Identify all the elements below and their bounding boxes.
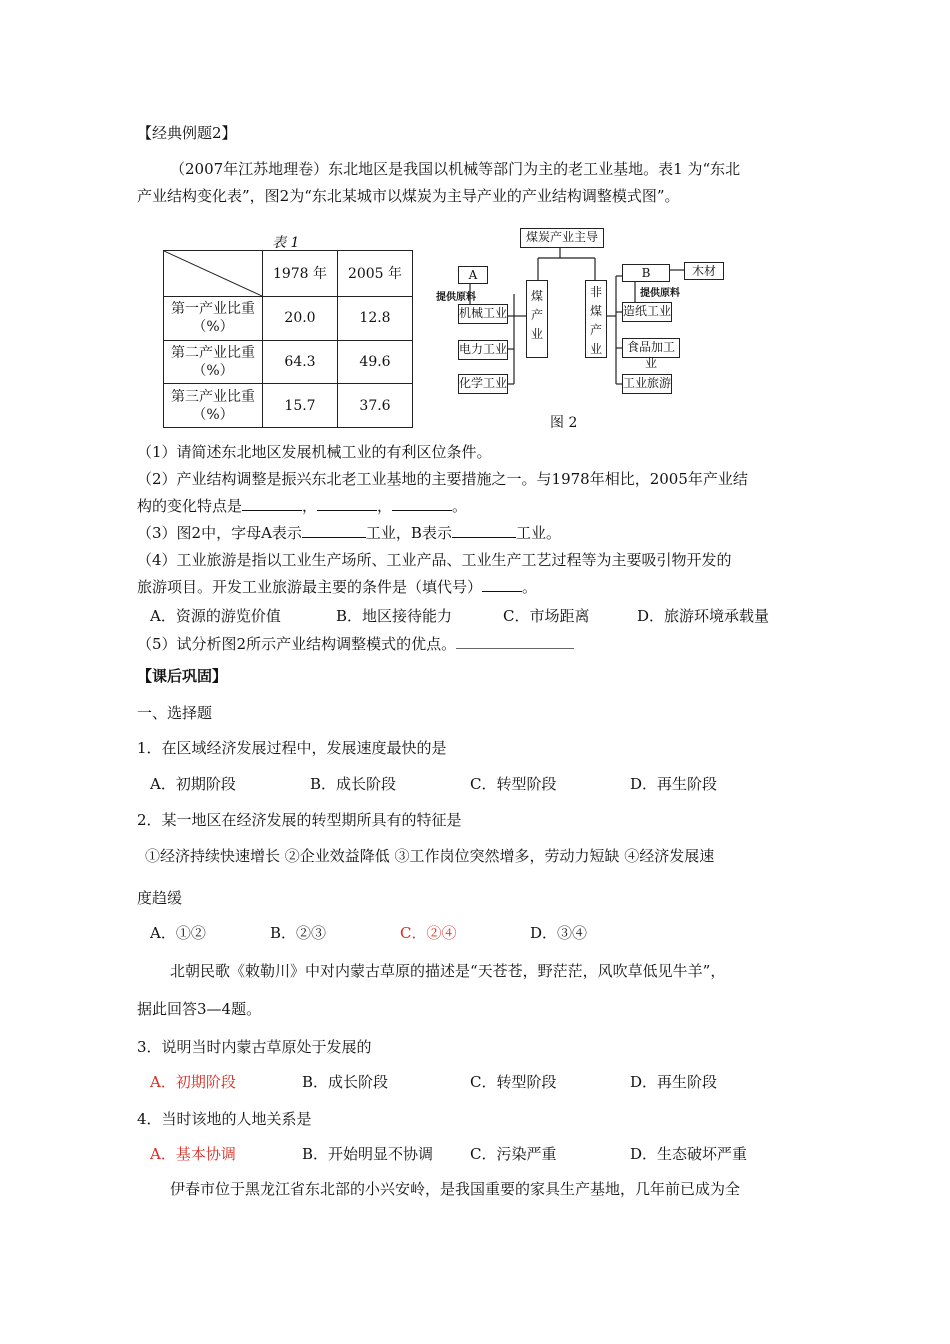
- p3-option-d: D．再生阶段: [630, 1073, 718, 1091]
- table-row: [164, 384, 413, 428]
- diagram-caption: 图 2: [550, 415, 578, 431]
- diagram-connectors: [430, 224, 730, 434]
- answer-blank[interactable]: [456, 634, 574, 649]
- row-unit: （%）: [192, 362, 234, 379]
- question-1: （1）请简述东北地区发展机械工业的有利区位条件。: [137, 443, 492, 461]
- box-mechanical: 机械工业: [458, 304, 508, 324]
- p3-option-a-answer: A．初期阶段: [150, 1073, 236, 1091]
- answer-blank-a[interactable]: [302, 523, 366, 538]
- passage-line1: 北朝民歌《敕勒川》中对内蒙古草原的描述是“天苍苍，野茫茫，风吹草低见牛羊”，: [170, 962, 726, 980]
- question-2-line2: 构的变化特点是 ， ， 。: [137, 497, 468, 515]
- supply-label-right: 提供原料: [640, 288, 680, 299]
- p2-option-b: B．②③: [270, 924, 327, 942]
- p1-option-d: D．再生阶段: [630, 775, 718, 793]
- practice-q3: 3．说明当时内蒙古草原处于发展的: [137, 1038, 372, 1056]
- practice-q2-items-cont: 度趋缓: [137, 889, 183, 907]
- practice-q4: 4．当时该地的人地关系是: [137, 1110, 312, 1128]
- p2-option-a: A．①②: [150, 924, 206, 942]
- question-2-line1: （2）产业结构调整是振兴东北老工业基地的主要措施之一。与1978年相比，2005年产业结: [137, 470, 748, 488]
- p4-option-d: D．生态破坏严重: [630, 1145, 748, 1163]
- question-4-line2: 旅游项目。开发工业旅游最主要的条件是（填代号） 。: [137, 578, 538, 596]
- practice-q2: 2．某一地区在经济发展的转型期所具有的特征是: [137, 811, 462, 829]
- p1-option-c: C．转型阶段: [470, 775, 557, 793]
- p4-option-a-answer: A．基本协调: [150, 1145, 236, 1163]
- box-tourism: 工业旅游: [622, 374, 672, 394]
- cell-value: 12.8: [338, 297, 413, 341]
- row-unit: （%）: [192, 319, 234, 336]
- box-wood: 木材: [684, 262, 724, 280]
- table-header-2005: 2005 年: [338, 251, 413, 297]
- industry-adjustment-diagram: [430, 224, 730, 434]
- section-title: 一、选择题: [137, 704, 213, 722]
- p1-option-b: B．成长阶段: [310, 775, 397, 793]
- q4-option-a: A．资源的游览价值: [150, 607, 281, 625]
- box-power: 电力工业: [458, 340, 508, 360]
- box-a: A: [458, 266, 488, 284]
- q4-option-d: D．旅游环境承载量: [637, 607, 770, 625]
- question-5: （5）试分析图2所示产业结构调整模式的优点。: [137, 634, 574, 654]
- answer-blank[interactable]: [317, 496, 377, 511]
- p4-option-b: B．开始明显不协调: [302, 1145, 434, 1163]
- q4-option-b: B．地区接待能力: [336, 607, 453, 625]
- p2-option-d: D．③④: [530, 924, 588, 942]
- table-header-1978: 1978 年: [263, 251, 338, 297]
- table-caption: 表 1: [272, 235, 300, 251]
- row-label: 第三产业比重: [171, 388, 255, 405]
- p3-option-b: B．成长阶段: [302, 1073, 389, 1091]
- box-b: B: [622, 264, 670, 282]
- practice-heading: 【课后巩固】: [137, 667, 228, 685]
- cell-value: 20.0: [263, 297, 338, 341]
- row-label: 第二产业比重: [171, 344, 255, 361]
- p2-option-c-answer: C．②④: [400, 924, 457, 942]
- table-row: [164, 340, 413, 384]
- row-unit: （%）: [192, 406, 234, 423]
- table-row: [164, 297, 413, 341]
- question-3: （3）图2中，字母A表示 工业，B表示 工业。: [137, 524, 561, 542]
- box-chemical: 化学工业: [458, 374, 508, 394]
- cell-value: 15.7: [263, 384, 338, 428]
- example-intro-line2: 产业结构变化表”，图2为“东北某城市以煤炭为主导产业的产业结构调整模式图”。: [137, 187, 680, 205]
- answer-blank-b[interactable]: [452, 523, 516, 538]
- industry-structure-table: [163, 250, 413, 428]
- box-food: 食品加工业: [622, 338, 680, 358]
- cell-value: 37.6: [338, 384, 413, 428]
- p4-option-c: C．污染严重: [470, 1145, 557, 1163]
- box-coal-industry: 煤产业: [526, 280, 548, 358]
- example-heading: 【经典例题2】: [137, 124, 237, 142]
- p1-option-a: A．初期阶段: [150, 775, 236, 793]
- q4-option-c: C．市场距离: [503, 607, 590, 625]
- supply-label-left: 提供原料: [436, 292, 476, 303]
- question-4-line1: （4）工业旅游是指以工业生产场所、工业产品、工业生产工艺过程等为主要吸引物开发的: [137, 551, 732, 569]
- answer-blank[interactable]: [242, 496, 302, 511]
- box-noncoal-industry: 非煤产业: [585, 280, 607, 358]
- answer-blank[interactable]: [392, 496, 452, 511]
- passage3-line1: 伊春市位于黑龙江省东北部的小兴安岭，是我国重要的家具生产基地，几年前已成为全: [170, 1180, 741, 1198]
- table-corner-cell: [164, 251, 263, 297]
- practice-q1: 1．在区域经济发展过程中，发展速度最快的是: [137, 739, 447, 757]
- cell-value: 49.6: [338, 340, 413, 384]
- row-label: 第一产业比重: [171, 301, 255, 318]
- coal-dominant-box: 煤炭产业主导: [520, 228, 604, 248]
- practice-q2-items: ①经济持续快速增长 ②企业效益降低 ③工作岗位突然增多，劳动力短缺 ④经济发展速: [145, 847, 715, 865]
- cell-value: 64.3: [263, 340, 338, 384]
- passage-line2: 据此回答3—4题。: [137, 1000, 262, 1018]
- answer-blank[interactable]: [482, 577, 522, 592]
- p3-option-c: C．转型阶段: [470, 1073, 557, 1091]
- example-intro-line1: （2007年江苏地理卷）东北地区是我国以机械等部门为主的老工业基地。表1 为“东北: [170, 160, 741, 178]
- box-paper: 造纸工业: [622, 302, 672, 322]
